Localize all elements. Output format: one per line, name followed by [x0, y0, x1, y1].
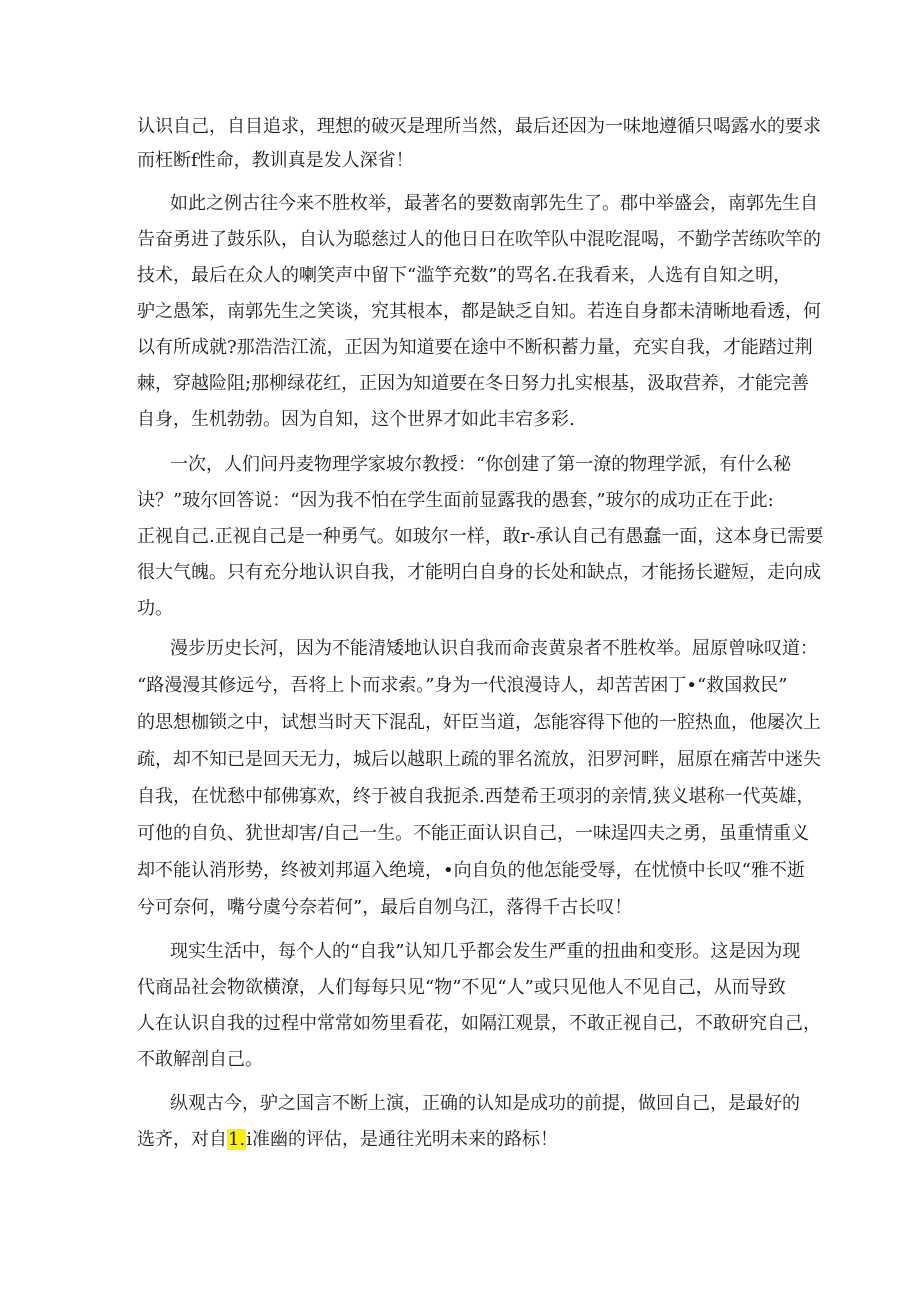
text-line: 驴之愚笨，南郭先生之笑谈，究其根本，都是缺乏自知。若连自身都未清晰地看透，何: [137, 301, 821, 322]
text-line: 人在认识自我的过程中常常如笏里看花，如隔江观景，不敢正视自己，不敢研究自己，: [137, 1013, 821, 1034]
text-segment: 选齐，对自: [137, 1129, 227, 1150]
paragraph-last-line: [137, 1128, 920, 1152]
text-line: 疏，却不知已是回天无力，城后以越职上疏的罪名流放，汨罗河畔，屈原在痛苦中迷失: [137, 749, 821, 770]
text-line: 诀？”玻尔回答说：“因为我不怕在学生面前显露我的愚套，”玻尔的成功正在于此:: [137, 490, 774, 511]
paragraph-first-line: 现实生活中，每个人的“自我”认知几乎都会发生严重的扭曲和变形。这是因为现: [170, 941, 801, 962]
text-segment: i准幽的评估，是通往光明未来的路标！: [246, 1129, 558, 1150]
text-line: 不敢解剖自己。: [137, 1049, 263, 1070]
text-line: 自我，在忧愁中郁佛寡欢，终于被自我扼杀.西楚希王项羽的亲情,狭义堪称一代英雄，: [137, 786, 815, 807]
highlight-mark: 1.: [228, 1129, 246, 1150]
text-line: 正视自己.正视自己是一种勇气。如玻尔一样，敢r-承认自己有愚蠢一面，这本身已需要: [137, 526, 824, 547]
paragraph-first-line: 漫步历史长河，因为不能清矮地认识自我而命丧黄泉者不胜枚举。屈原曾咏叹道：: [170, 638, 818, 659]
text-line: 技术，最后在众人的喇笑声中留下“滥竽充数”的骂名.在我看来，人选有自知之明，: [137, 265, 792, 286]
paragraph-first-line: 一次，人们问丹麦物理学家坡尔教授：“你创建了第一潦的物理学派，有什么秘: [170, 454, 792, 475]
text-line: 可他的自负、犹世却害/自己一生。不能正面认识自己，一味逞四夫之勇，虽重情重义: [137, 823, 810, 844]
text-line: 的思想枷锁之中，试想当时天下混乱，奸臣当道，怎能容得下他的一腔热血，他屡次上: [137, 712, 821, 733]
text-line: 而枉断f性命，教训真是发人深省！: [137, 150, 414, 171]
text-line: “路漫漫其修远兮，吾将上卜而求索。”身为一代浪漫诗人，却苦苦困丁•“救国救民”: [137, 675, 788, 696]
text-line: 兮可奈何，嘴兮虞兮奈若何”，最后自刎乌江，落得千古长叹！: [137, 897, 633, 918]
text-line: 很大气魄。只有充分地认识自我，才能明白自身的长处和缺点，才能扬长避短，走向成: [137, 562, 821, 583]
paragraph-first-line: 如此之例古往今来不胜枚举，最著名的要数南郭先生了。郡中举盛会，南郭先生自: [170, 193, 818, 214]
text-line: 认识自己，自目追求，理想的破灭是理所当然，最后还因为一味地遵循只喝露水的要求: [137, 116, 821, 137]
text-line: 功。: [137, 598, 173, 619]
text-line: 代商品社会物欲横潦，人们每每只见“物”不见“人”或只见他人不见自己，从而导致: [137, 977, 786, 998]
text-line: 自身，生机勃勃。因为自知，这个世界才如此丰宕多彩.: [137, 409, 575, 430]
text-line: 告奋勇进了鼓乐队，自认为聪慈过人的他日日在吹竿队中混吃混喝，不勤学苦练吹竿的: [137, 229, 821, 250]
text-line: 却不能认消形势，终被刘邦逼入绝境，•向自负的他怎能受辱，在忧愤中长叹“雅不逝: [137, 860, 805, 881]
text-line: 棘，穿越险阻;那柳绿花红，正因为知道要在冬日努力扎实根基，汲取营养，才能完善: [137, 373, 810, 394]
text-line: 以有所成就?那浩浩江流，正因为知道要在途中不断积蓄力量，充实自我，才能踏过荆: [137, 337, 813, 358]
paragraph-first-line: 纵观古今，驴之国言不断上演，正确的认知是成功的前提，做回自己，是最好的: [170, 1093, 800, 1114]
